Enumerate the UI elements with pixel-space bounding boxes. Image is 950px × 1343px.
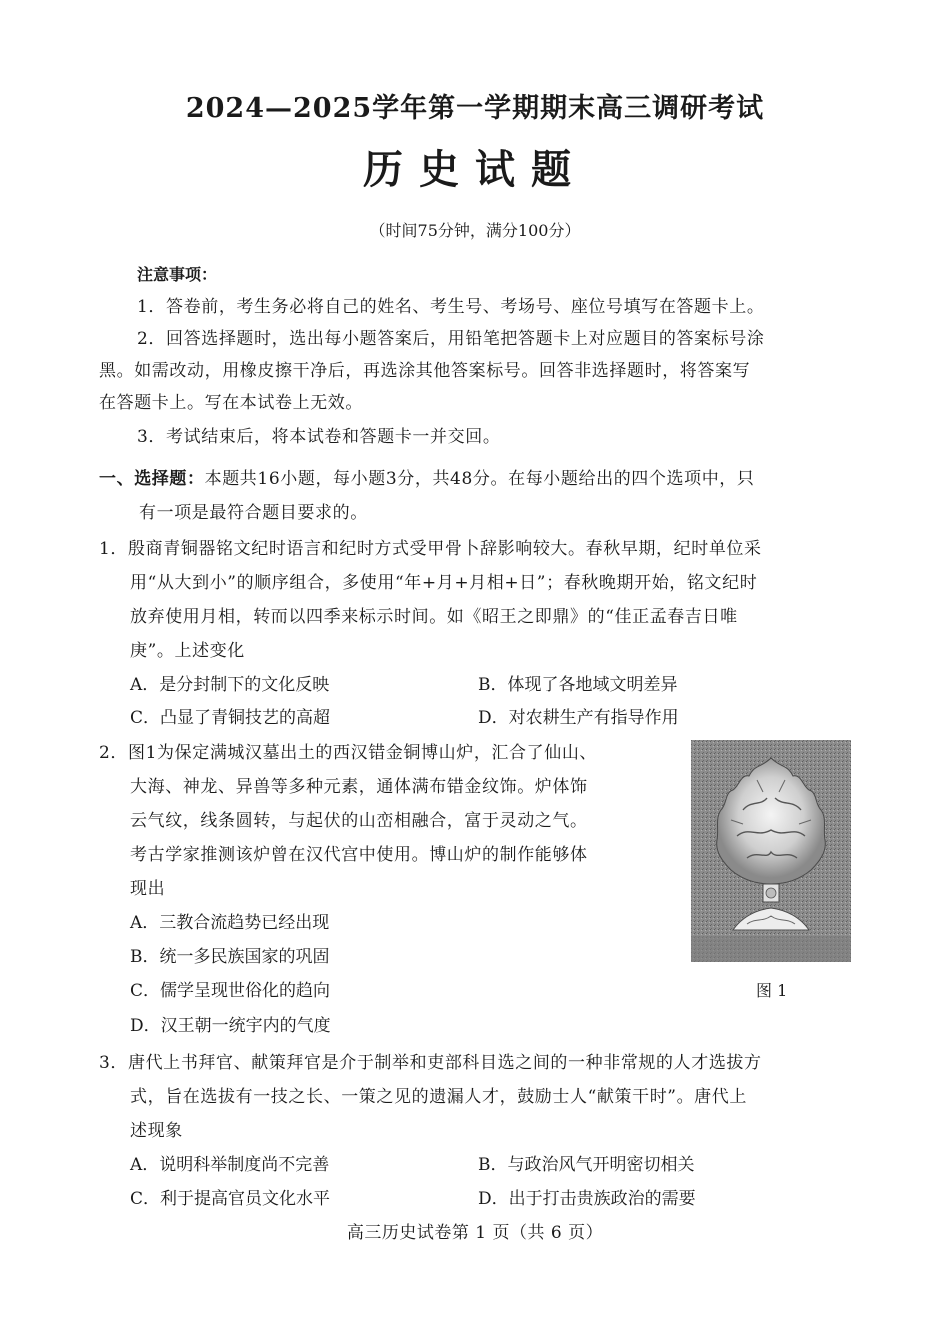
q3-line-2: 式，旨在选拔有一技之长、一策之见的遗漏人才，鼓励士人“献策干时”。唐代上 bbox=[130, 1087, 747, 1107]
q2-line-4: 考古学家推测该炉曾在汉代宫中使用。博山炉的制作能够体 bbox=[130, 845, 588, 865]
q2-line-3: 云气纹，线条圆转，与起伏的山峦相融合，富于灵动之气。 bbox=[130, 811, 588, 831]
boshan-censer-illustration bbox=[691, 740, 851, 962]
q3-option-b[interactable]: B．与政治风气开明密切相关 bbox=[478, 1155, 695, 1175]
q2-line-1: 2．图1为保定满城汉墓出土的西汉错金铜博山炉，汇合了仙山、 bbox=[99, 743, 598, 763]
section-1-heading bbox=[99, 464, 755, 489]
q3-line-1: 3．唐代上书拜官、献策拜官是介于制举和吏部科目选之间的一种非常规的人才选拔方 bbox=[99, 1053, 762, 1073]
q2-option-b[interactable]: B．统一多民族国家的巩固 bbox=[130, 947, 330, 967]
q1-line-3: 放弃使用月相，转而以四季来标示时间。如《昭王之即鼎》的“佳正孟春吉日唯 bbox=[130, 607, 738, 627]
note-line-5: 3．考试结束后，将本试卷和答题卡一并交回。 bbox=[137, 427, 501, 447]
q3-option-c[interactable]: C．利于提高官员文化水平 bbox=[130, 1189, 331, 1209]
q2-option-a[interactable]: A．三教合流趋势已经出现 bbox=[130, 913, 330, 933]
figure-1-caption: 图 1 bbox=[756, 981, 788, 1000]
exam-info: （时间75分钟，满分100分） bbox=[369, 221, 581, 240]
exam-title: 2024—2025学年第一学期期末高三调研考试 bbox=[185, 93, 765, 124]
q2-line-2: 大海、神龙、异兽等多种元素，通体满布错金纹饰。炉体饰 bbox=[130, 777, 588, 797]
q2-line-5: 现出 bbox=[130, 879, 166, 899]
section-1-desc: 本题共16小题，每小题3分，共48分。在每小题给出的四个选项中，只 bbox=[204, 469, 755, 489]
q3-option-a[interactable]: A．说明科举制度尚不完善 bbox=[130, 1155, 330, 1175]
q3-option-d[interactable]: D．出于打击贵族政治的需要 bbox=[478, 1189, 696, 1209]
note-line-2: 2．回答选择题时，选出每小题答案后，用铅笔把答题卡上对应题目的答案标号涂 bbox=[137, 329, 765, 349]
q1-line-1: 1．殷商青铜器铭文纪时语言和纪时方式受甲骨卜辞影响较大。春秋早期，纪时单位采 bbox=[99, 539, 762, 559]
q2-option-c[interactable]: C．儒学呈现世俗化的趋向 bbox=[130, 981, 331, 1001]
q1-line-4: 庚”。上述变化 bbox=[130, 641, 245, 661]
section-1-label: 一、选择题： bbox=[99, 469, 205, 489]
page-footer: 高三历史试卷第 1 页（共 6 页） bbox=[346, 1223, 604, 1243]
note-line-1: 1．答卷前，考生务必将自己的姓名、考生号、考场号、座位号填写在答题卡上。 bbox=[137, 297, 765, 317]
subject-title: 历史试题 bbox=[363, 146, 587, 193]
note-line-4: 在答题卡上。写在本试卷上无效。 bbox=[99, 393, 363, 413]
q1-option-b[interactable]: B．体现了各地域文明差异 bbox=[478, 675, 678, 695]
note-line-3: 黑。如需改动，用橡皮擦干净后，再选涂其他答案标号。回答非选择题时，将答案写 bbox=[99, 361, 751, 381]
q1-line-2: 用“从大到小”的顺序组合，多使用“年+月+月相+日”；春秋晚期开始，铭文纪时 bbox=[130, 573, 758, 593]
section-1-desc-2: 有一项是最符合题目要求的。 bbox=[139, 503, 368, 523]
q1-option-d[interactable]: D．对农耕生产有指导作用 bbox=[478, 708, 679, 728]
q1-option-c[interactable]: C．凸显了青铜技艺的高超 bbox=[130, 708, 331, 728]
q1-option-a[interactable]: A．是分封制下的文化反映 bbox=[130, 675, 330, 695]
q2-option-d[interactable]: D．汉王朝一统宇内的气度 bbox=[130, 1016, 331, 1036]
notes-heading: 注意事项： bbox=[137, 265, 218, 284]
q3-line-3: 述现象 bbox=[130, 1121, 183, 1141]
boshan-censer-photo bbox=[691, 740, 851, 962]
